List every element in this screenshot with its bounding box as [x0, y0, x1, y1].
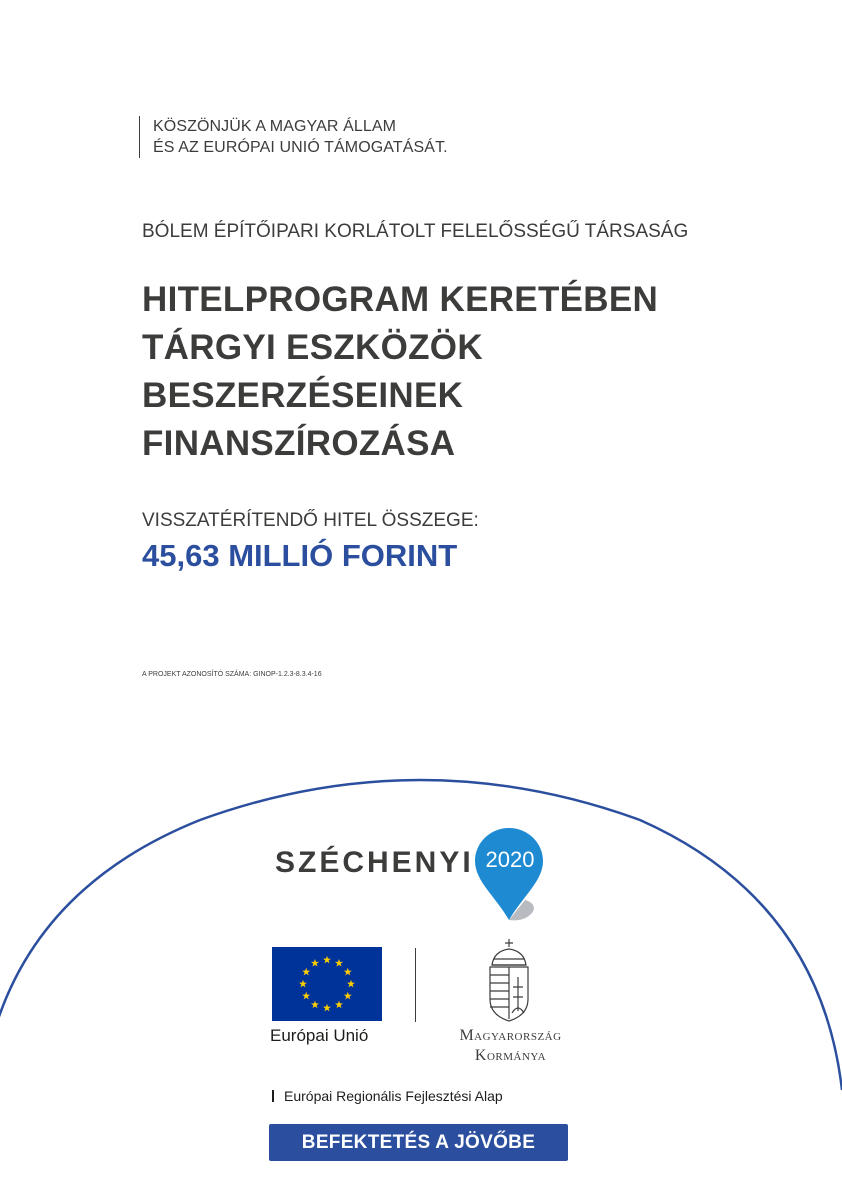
beneficiary-name: BÓLEM ÉPÍTŐIPARI KORLÁTOLT FELELŐSSÉGŰ TÁRSASÁG — [142, 221, 689, 242]
thanks-line-2: ÉS AZ EURÓPAI UNIÓ TÁMOGATÁSÁT. — [153, 139, 448, 156]
fund-bar — [272, 1090, 274, 1102]
amount-label: VISSZATÉRÍTENDŐ HITEL ÖSSZEGE: — [142, 510, 479, 531]
gov-label-line-1: Magyarország — [459, 1027, 562, 1044]
project-id: A PROJEKT AZONOSÍTÓ SZÁMA: GINOP-1.2.3-8.3.4-16 — [142, 671, 322, 678]
eu-label: Európai Unió — [270, 1026, 369, 1045]
amount-value: 45,63 MILLIÓ FORINT — [142, 538, 458, 573]
location-pin-icon — [473, 826, 545, 924]
gov-label-line-2: Kormánya — [474, 1047, 547, 1064]
eu-flag-icon — [272, 947, 382, 1021]
szechenyi-wordmark: SZÉCHENYI — [275, 846, 474, 879]
project-title-line-1: HITELPROGRAM KERETÉBEN — [142, 280, 659, 319]
project-title-line-2: TÁRGYI ESZKÖZÖK — [142, 328, 483, 367]
logo-divider — [415, 948, 416, 1022]
project-title-line-3: BESZERZÉSEINEK — [142, 376, 464, 415]
gov-label — [438, 1026, 583, 1066]
invest-banner: BEFEKTETÉS A JÖVŐBE — [269, 1124, 568, 1161]
fund-text: Európai Regionális Fejlesztési Alap — [284, 1088, 503, 1104]
szechenyi-2020-logo — [275, 826, 555, 926]
hungarian-coat-of-arms-icon — [484, 937, 534, 1023]
thanks-line-1: KÖSZÖNJÜK A MAGYAR ÁLLAM — [153, 118, 397, 135]
project-title-line-4: FINANSZÍROZÁSA — [142, 424, 456, 463]
fund-label — [272, 1087, 503, 1105]
szechenyi-year: 2020 — [485, 847, 535, 872]
